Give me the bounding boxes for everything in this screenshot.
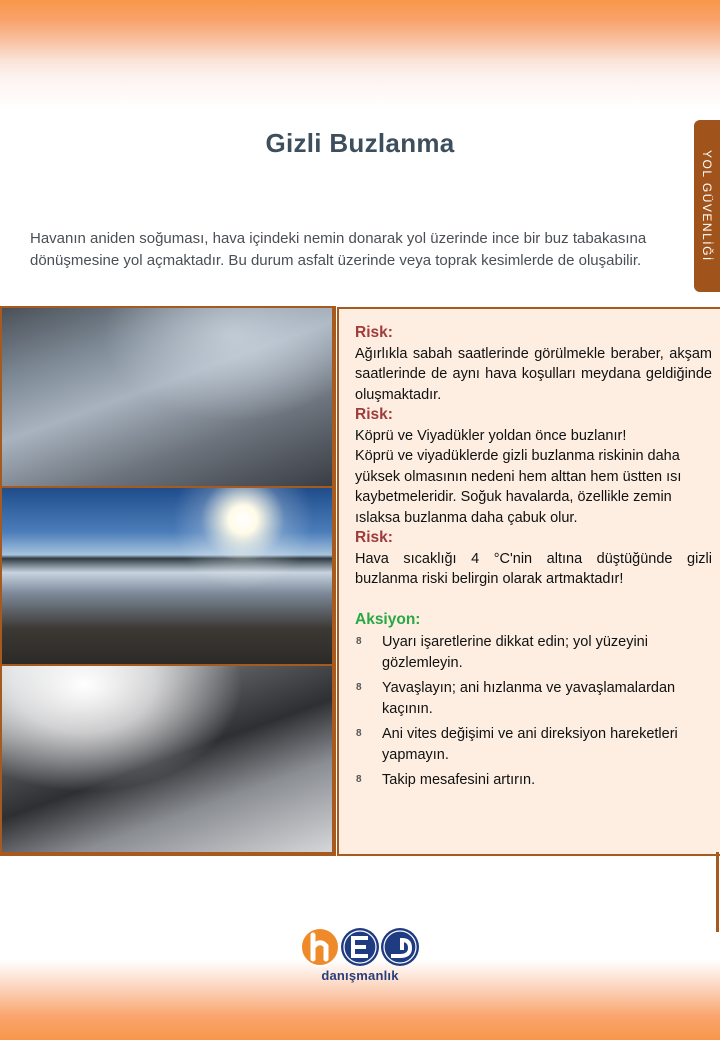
- list-item: [355, 724, 712, 765]
- bullet-icon: 8: [356, 682, 362, 693]
- risk-text: Köprü ve Viyadükler yoldan önce buzlanır!: [355, 427, 627, 444]
- action-text: Uyarı işaretlerine dikkat edin; yol yüzeyini gözlemleyin.: [382, 634, 648, 671]
- risk-heading: Risk:: [355, 406, 393, 423]
- risk-text: Köprü ve viyadüklerde gizli buzlanma riskinin daha yüksek olmasının nedeni hem alttan hem üstten ısı kaybetmeleridir. Soğuk havalarda, özellikle zemin ıslaksa buzlanma daha çabuk olur.: [355, 448, 682, 526]
- bullet-icon: 8: [356, 728, 362, 739]
- action-heading: Aksiyon:: [355, 610, 421, 628]
- bullet-icon: 8: [356, 636, 362, 647]
- action-text: Ani vites değişimi ve ani direksiyon hareketleri yapmayın.: [382, 726, 678, 763]
- photo-column: [0, 306, 336, 856]
- list-item: [355, 770, 712, 791]
- hed-logo-mark: [298, 926, 422, 968]
- top-gradient-band: [0, 0, 720, 110]
- side-tab-label: YOL GÜVENLİĞİ: [700, 150, 714, 262]
- action-list: [355, 632, 712, 791]
- logo-text: danışmanlık: [321, 968, 399, 983]
- risk-text: Hava sıcaklığı 4 °C'nin altına düştüğünde gizli buzlanma riski belirgin olarak artmaktadır!: [355, 550, 712, 587]
- page-title: Gizli Buzlanma: [265, 128, 455, 158]
- hed-logo: [298, 926, 422, 996]
- side-tab-road-safety: [694, 120, 720, 292]
- icy-pavement-photo: [2, 666, 332, 852]
- risk-heading: Risk:: [355, 324, 393, 341]
- list-item: [355, 632, 712, 673]
- risk-text: Ağırlıkla sabah saatlerinde görülmekle beraber, akşam saatlerinde de aynı hava koşulları meydana geldiğinde oluşmaktadır.: [355, 345, 712, 403]
- list-item: [355, 678, 712, 719]
- bullet-icon: 8: [356, 774, 362, 785]
- action-text: Yavaşlayın; ani hızlanma ve yavaşlamalardan kaçının.: [382, 680, 676, 717]
- intro-paragraph: Havanın aniden soğuması, hava içindeki nemin donarak yol üzerinde ince bir buz tabakasına dönüşmesine yol açmaktadır. Bu durum asfalt üzerinde veya toprak kesimlerde de oluşabilir.: [30, 230, 647, 269]
- icy-asphalt-road-photo: [2, 308, 332, 486]
- risk-info-box: [337, 307, 720, 856]
- snowy-road-sun-photo: [2, 488, 332, 664]
- action-text: Takip mesafesini artırın.: [382, 772, 536, 788]
- decorative-line: [716, 852, 719, 932]
- risk-heading: Risk:: [355, 529, 393, 546]
